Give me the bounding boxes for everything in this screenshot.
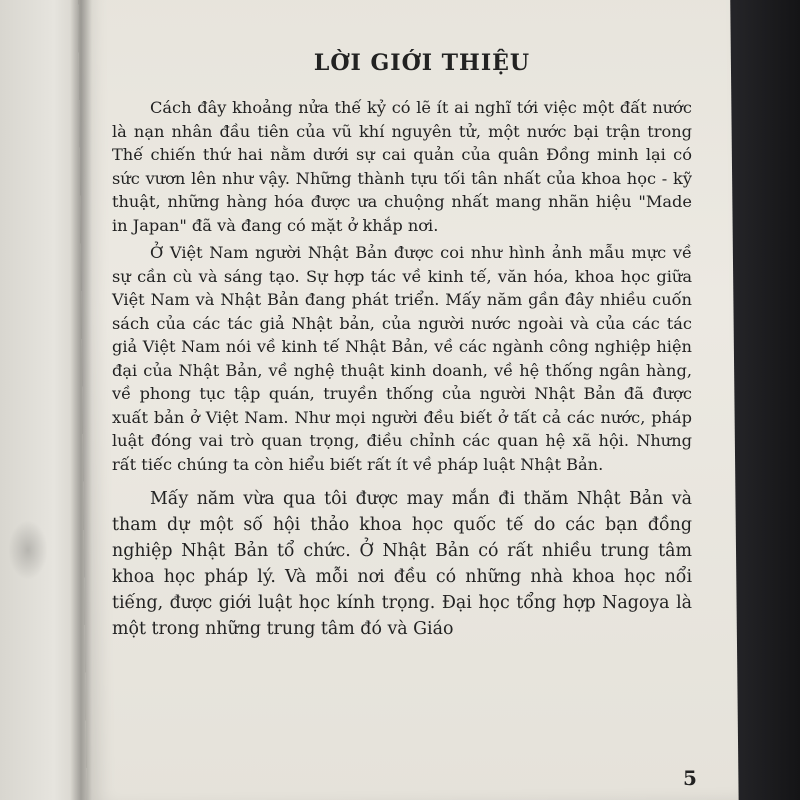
page-content bbox=[112, 50, 692, 646]
page-title: LỜI GIỚI THIỆU bbox=[313, 50, 531, 76]
book-gutter bbox=[70, 0, 92, 800]
page-number: 5 bbox=[683, 766, 697, 790]
page-fold-shadow bbox=[8, 520, 48, 580]
paragraph-2: Ở Việt Nam người Nhật Bản được coi như hình ảnh mẫu mực về sự cần cù và sáng tạo. Sự hợp tác về kinh tế, văn hóa, khoa học giữa Việt Nam và Nhật Bản đang phát triển. Mấy năm gần đây nhiều cuốn sách của các tác giả Nhật bản, của người nước ngoài và của các tác giả Việt Nam nói về kinh tế Nhật Bản, về các ngành công nghiệp hiện đại của Nhật Bản, về nghệ thuật kinh doanh, về hệ thống ngân hàng, về phong tục tập quán, truyền thống của người Nhật Bản đã được xuất bản ở Việt Nam. Như mọi người đều biết ở tất cả các nước, pháp luật đóng vai trò quan trọng, điều chỉnh các quan hệ xã hội. Nhưng rất tiếc chúng ta còn hiểu biết rất ít về pháp luật Nhật Bản. bbox=[112, 243, 692, 474]
paragraph-1: Cách đây khoảng nửa thế kỷ có lẽ ít ai nghĩ tới việc một đất nước là nạn nhân đầu tiên của vũ khí nguyên tử, một nước bại trận trong Thế chiến thứ hai nằm dưới sự cai quản của quân Đồng minh lại có sức vươn lên như vậy. Những thành tựu tối tân nhất của khoa học - kỹ thuật, những hàng hóa được ưa chuộng nhất mang nhãn hiệu "Made in Japan" đã và đang có mặt ở khắp nơi. bbox=[112, 98, 692, 235]
paragraph-3: Mấy năm vừa qua tôi được may mắn đi thăm Nhật Bản và tham dự một số hội thảo khoa học quốc tế do các bạn đồng nghiệp Nhật Bản tổ chức. Ở Nhật Bản có rất nhiều trung tâm khoa học pháp lý. Và mỗi nơi đều có những nhà khoa học nổi tiếng, được giới luật học kính trọng. Đại học tổng hợp Nagoya là một trong những trung tâm đó và Giáo bbox=[112, 489, 692, 639]
